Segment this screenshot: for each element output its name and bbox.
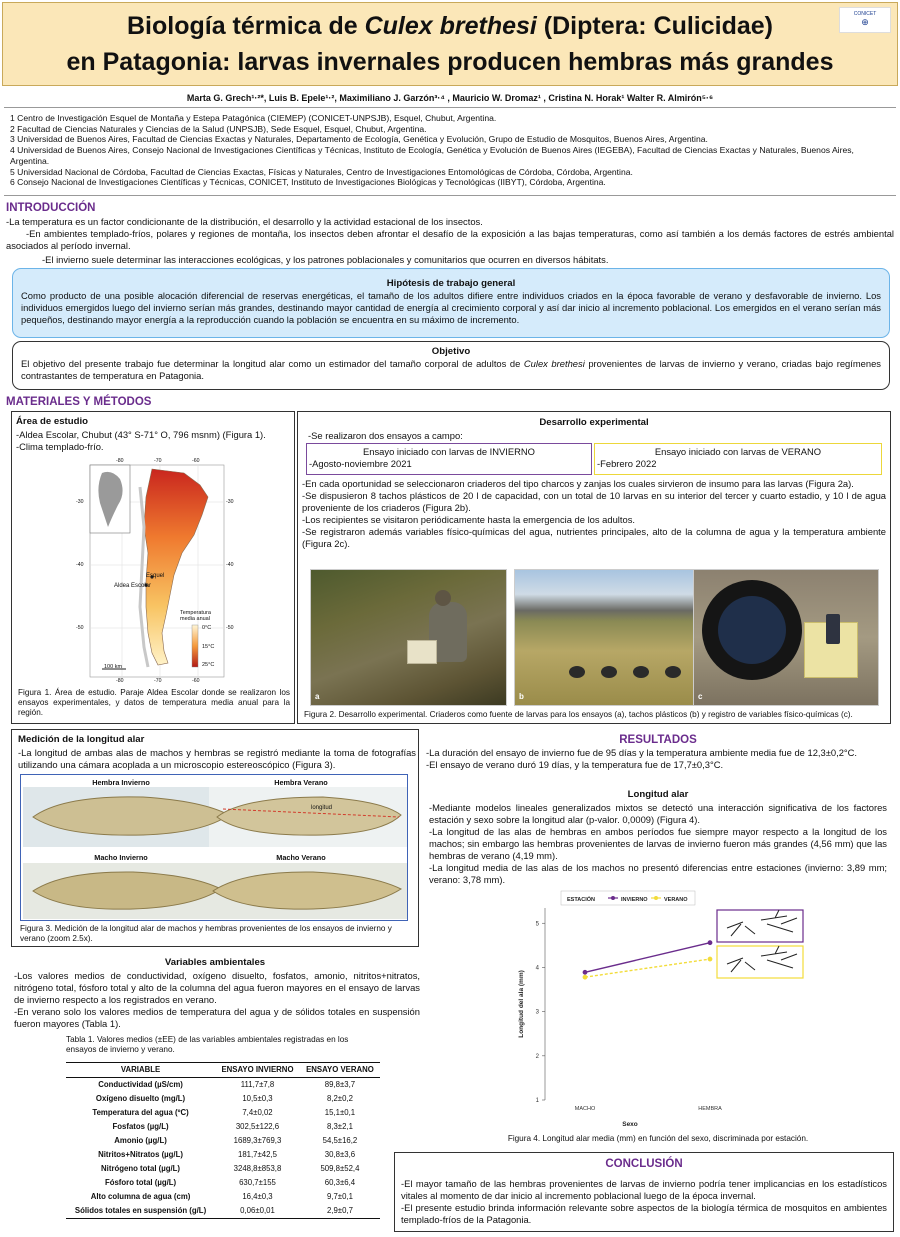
wing-figure [20, 774, 408, 921]
map-legend-val: 0°C [202, 625, 212, 631]
wing-heading: Medición de la longitud alar [18, 734, 145, 745]
map-tick: -80 [116, 458, 124, 464]
table-row: Amonio (µg/L) 1689,3±769,3 54,5±16,2 [114, 1135, 358, 1145]
objective-heading: Objetivo [431, 346, 471, 357]
conclusion-heading: CONCLUSIÓN [605, 1158, 683, 1170]
results-p2: -El ensayo de verano duró 19 días, y la temperatura fue de 17,7±0,3°C. [426, 759, 724, 771]
data-point-invierno-hembra [708, 940, 713, 945]
figure2-caption: Figura 2. Desarrollo experimental. Criaderos como fuente de larvas para los ensayos (a), tachos plásticos (b) y registro de variables físico-químicas (c). [304, 710, 853, 719]
map-tick: -80 [116, 678, 124, 684]
experimental-bullet: -Se registraron además variables físico-químicas del agua, nutrientes principales, alto de la columna de agua y la temperatura ambiente (Figura 2c). [302, 526, 886, 550]
legend-label-invierno: INVIERNO [621, 897, 648, 903]
hypothesis-heading: Hipótesis de trabajo general [386, 278, 516, 289]
winter-trial-date: -Agosto-noviembre 2021 [309, 458, 412, 470]
map-tick: -70 [154, 458, 162, 464]
table-row: Sólidos totales en suspensión (g/L) 0,06±0,01 2,9±0,7 [66, 1204, 380, 1218]
x-tick-label: HEMBRA [698, 1106, 722, 1112]
experimental-bullet: -En cada oportunidad se seleccionaron criaderos del tipo charcos y zanjas los cuales sirvieron de insumo para las larvas (Figura 2a). [302, 478, 854, 489]
map-tick: -40 [76, 562, 84, 568]
table-row: Conductividad (µS/cm) 111,7±7,8 89,8±3,7 [98, 1079, 356, 1089]
table-row: Fosfatos (µg/L) 302,5±122,6 8,3±2,1 [112, 1121, 353, 1131]
experimental-heading: Desarrollo experimental [539, 417, 649, 428]
intro-p1: -La temperatura es un factor condicionante de la distribución, el desarrollo y la actividad estacional de los insectos. [6, 216, 483, 227]
map-legend-val: 25°C [202, 662, 215, 668]
map-legend-val: 15°C [202, 644, 215, 650]
wing-images-top [23, 787, 407, 847]
table1-caption: Tabla 1. Valores medios (±EE) de las variables ambientales registradas en los ensayos de invierno y verano. [66, 1035, 349, 1054]
chart-legend [561, 891, 695, 905]
y-tick-label: 4 [535, 965, 539, 972]
hypothesis-text: Como producto de una posible alocación diferencial de reservas energéticas, el tamaño de los adultos difiere entre individuos criados en la época favorable de verano y desfavorable de invierno. Los individuos emergidos luego del invierno serían más grandes, destinando mayor cantidad de energía al crecimiento corporal y así dar inicio al incremento poblacional. Los emergidos en el verano serían más pequeños, destinando mayor energía a la reproducción cuando la población se encuentra en su máximo de incremento. [21, 290, 881, 326]
wing-length-chart [505, 888, 807, 1128]
photo-containers [514, 569, 703, 706]
results-text [426, 747, 888, 771]
methods-heading: MATERIALES Y MÉTODOS [6, 396, 152, 408]
env-p2: -En verano solo los valores medios de temperatura del agua y de sólidos totales en suspensión fueron mayores (Tabla 1). [14, 1006, 420, 1030]
conclusion-panel [394, 1152, 894, 1232]
author-list: Marta G. Grech¹·²*, Luis B. Epele¹·², Maximiliano J. Garzón³·⁴ , Mauricio W. Dromaz¹ , Cristina N. Horak¹ Walter R. Almirón⁵·⁶ [186, 93, 714, 103]
series-line-invierno [585, 943, 710, 973]
table-row: Temperatura del agua (ºC) 7,4±0,02 15,1±0,1 [92, 1107, 356, 1117]
wing-panel [11, 729, 419, 947]
affiliation-item: 5 Universidad Nacional de Córdoba, Facultad de Ciencias Exactas, Físicas y Naturales, Centro de Investigaciones Entomológicas de Córdoba, Córdoba, Argentina. [10, 166, 633, 177]
results-bullet: -La longitud media de las alas de los machos no presentó diferencias entre estaciones (invierno: 3,89 mm; verano: 3,78 mm). [429, 862, 887, 886]
results-p1: -La duración del ensayo de invierno fue de 95 días y la temperatura ambiente media fue de 12,3±0,2°C. [426, 747, 858, 758]
wing-images-bottom [23, 863, 407, 919]
x-axis-label: Sexo [622, 1121, 638, 1128]
figure3-caption: Figura 3. Medición de la longitud alar de machos y hembras provenientes de los ensayos de invierno y verano (zoom 2.5x). [20, 924, 392, 943]
conclusion-p2: -El presente estudio brinda información relevante sobre aspectos de la biología térmica de mosquitos en ambientes templado-fríos de la Patagonia. [401, 1201, 887, 1225]
map-tick: -50 [226, 625, 234, 631]
hypothesis-box [12, 268, 890, 338]
summer-trial-box [594, 443, 882, 475]
env-p1: -Los valores medios de conductividad, oxígeno disuelto, fosfatos, amonio, nitritos+nitratos, nitrógeno total, fósforo total y alto de la columna del agua fueron mayores en el ensayo de larvas de invierno respecto a los registrados en verano. [14, 970, 420, 1006]
wing-label-male-winter: Macho Invierno [94, 853, 148, 862]
experimental-bullets [302, 478, 886, 550]
study-area-text [16, 429, 292, 453]
map-tick: -70 [154, 678, 162, 684]
wing-length-subheading: Longitud alar [627, 789, 689, 800]
affiliations [10, 113, 894, 188]
map-tick: -60 [192, 678, 200, 684]
y-tick-label: 5 [535, 921, 539, 928]
summer-trial-title: Ensayo iniciado con larvas de VERANO [654, 446, 822, 457]
poster-title-line1: Biología térmica de Culex brethesi (Diptera: Culicidae) [127, 12, 773, 40]
experimental-bullet: -Se dispusieron 8 tachos plásticos de 20 l de capacidad, con un total de 10 larvas en su interior del tercer y cuarto estadio, y 10 l de agua proveniente de los criaderos (Figura 2b). [302, 490, 886, 514]
intro-text [6, 216, 894, 266]
table-row: Alto columna de agua (cm) 16,4±0,3 9,7±0,1 [90, 1191, 353, 1201]
conclusion-p1: -El mayor tamaño de las hembras provenientes de larvas de invierno podría tener implicancias en los estadísticos vitales al momento de dar inicio al incremento poblacional luego de la época invernal. [401, 1177, 887, 1201]
table-row: Nitrógeno total (µg/L) 3248,8±853,8 509,8±52,4 [101, 1163, 360, 1173]
poster-title-line2: en Patagonia: larvas invernales producen hembras más grandes [66, 48, 834, 76]
intro-p2: -En ambientes templado-fríos, polares y regiones de montaña, los insectos deben afrontar el desafío de la exposición a las bajas temperaturas, como así también a los demás factores de estrés ambiental asociados al período invernal. [6, 228, 894, 252]
data-point-verano-hembra [708, 957, 713, 962]
table-header: ENSAYO INVIERNO [215, 1063, 300, 1078]
env-table [66, 1062, 380, 1219]
objective-box [12, 341, 890, 390]
wing-label-male-summer: Macho Verano [276, 853, 326, 862]
data-point-verano-macho [583, 975, 588, 980]
y-tick-label: 2 [535, 1053, 539, 1060]
winter-trial-title: Ensayo iniciado con larvas de INVIERNO [363, 446, 535, 457]
map-tick: -30 [226, 499, 234, 505]
affiliation-item: 4 Universidad de Buenos Aires, Consejo Nacional de Investigaciones Científicas y Técnicas, Instituto de Ecología, Genética y Evolución de Buenos Aires (IEGEBA), Facultad de Ciencias Exactas y Naturales, Buenos Aires, Argentina. [10, 145, 854, 166]
table-row: Nitritos+Nitratos (µg/L) 181,7±42,5 30,8±3,6 [98, 1149, 356, 1159]
legend-title: ESTACIÓN [567, 897, 596, 903]
conclusion-text [401, 1178, 887, 1226]
study-area-panel [11, 411, 295, 724]
wing-label-female-summer: Hembra Verano [274, 778, 328, 787]
table-row: Fósforo total (µg/L) 630,7±155 60,3±6,4 [104, 1177, 356, 1187]
results-bullets [429, 802, 887, 886]
x-tick-label: MACHO [574, 1106, 596, 1112]
experimental-panel [297, 411, 891, 724]
affiliation-item: 3 Universidad de Buenos Aires, Facultad de Ciencias Exactas y Naturales, Departamento de Ecología, Genética y Evolución, Grupo de Estudio de Mosquitos, Buenos Aires, Argentina. [10, 134, 708, 145]
table-header-row [66, 1063, 380, 1078]
env-text [14, 970, 420, 1030]
affiliation-item: 6 Consejo Nacional de Investigaciones Científicas y Técnicas, CONICET, Instituto de Investigaciones Biológicas y Tecnológicas (IIBYT), Córdoba, Argentina. [10, 177, 606, 188]
table-row: Oxígeno disuelto (mg/L) 10,5±0,3 8,2±0,2 [95, 1093, 353, 1103]
map-label-esquel: Esquel [146, 573, 165, 579]
results-bullet: -Mediante modelos lineales generalizados mixtos se detectó una interacción significativa de los factores estación y sexo sobre la longitud alar (p-valor. 0,0009) (Figura 4). [429, 802, 887, 826]
legend-marker-invierno [611, 896, 615, 900]
title-banner [2, 2, 898, 86]
y-tick-label: 3 [535, 1009, 539, 1016]
results-bullet: -La longitud de las alas de hembras en ambos períodos fue siempre mayor respecto a la longitud de los machos; sin embargo las hembras provenientes de larvas de invierno fueron más grandes (4,56 mm) que las hembras de verano (4,19 mm). [429, 826, 887, 862]
env-heading: Variables ambientales [164, 957, 266, 968]
photo-label-c: c [698, 691, 703, 701]
photo-label-a: a [315, 691, 320, 701]
affiliation-item: 2 Facultad de Ciencias Naturales y Ciencias de la Salud (UNPSJB), Sede Esquel, Esquel, Chubut, Argentina. [10, 123, 427, 134]
study-area-heading: Área de estudio [16, 416, 88, 427]
y-axis-label: Longitud del ala (mm) [518, 970, 525, 1038]
affiliation-item: 1 Centro de Investigación Esquel de Montaña y Estepa Patagónica (CIEMEP) (CONICET-UNPSJB), Esquel, Chubut, Argentina. [10, 113, 497, 123]
map-scale-label: 100 km [104, 664, 123, 670]
objective-text: El objetivo del presente trabajo fue determinar la longitud alar como un estimador del tamaño corporal de adultos de Culex brethesi provenientes de larvas de invierno y verano, criadas bajo regímenes contrastantes de temperatura en Patagonia. [21, 358, 881, 382]
study-area-line: -Aldea Escolar, Chubut (43° S-71° O, 796 msnm) (Figura 1). [16, 429, 266, 440]
map-tick: -60 [192, 458, 200, 464]
map-tick: -30 [76, 499, 84, 505]
table-header: VARIABLE [66, 1063, 215, 1078]
data-point-invierno-macho [583, 970, 588, 975]
map-tick: -50 [76, 625, 84, 631]
intro-p3: -El invierno suele determinar las interacciones ecológicas, y los patrones poblacionales y comunitarios que ocurren en diversos hábitats. [42, 254, 609, 266]
wing-label-female-winter: Hembra Invierno [92, 778, 150, 787]
legend-marker-verano [654, 896, 658, 900]
conicet-logo: CONICET ⊕ [839, 7, 891, 33]
y-tick-label: 1 [535, 1098, 539, 1104]
photo-label-b: b [519, 691, 524, 701]
winter-trial-box [306, 443, 592, 475]
figure4-caption: Figura 4. Longitud alar media (mm) en función del sexo, discriminada por estación. [507, 1134, 809, 1143]
map-label-aldea: Aldea Escolar [114, 583, 152, 589]
summer-trial-date: -Febrero 2022 [597, 458, 657, 470]
photo-measurement [693, 569, 879, 706]
wing-text: -La longitud de ambas alas de machos y hembras se registró mediante la toma de fotografías utilizando una cámara acoplada a un microscopio estereoscópico (Figura 3). [18, 747, 416, 771]
map-tick: -40 [226, 562, 234, 568]
study-area-line: -Clima templado-frío. [16, 441, 104, 453]
divider [4, 107, 896, 108]
mosquito-inset-winter [717, 910, 803, 942]
intro-heading: INTRODUCCIÓN [6, 202, 96, 214]
figure1-caption: Figura 1. Área de estudio. Paraje Aldea Escolar donde se realizaron los ensayos experimentales, y datos de temperatura media anual para la región. [18, 688, 290, 717]
map-legend-title: Temperatura media anual [180, 610, 211, 623]
divider [4, 195, 896, 196]
mosquito-inset-summer [717, 946, 803, 978]
wing-measure-label: longitud [311, 805, 333, 811]
table-header: ENSAYO VERANO [300, 1063, 380, 1078]
legend-label-verano: VERANO [664, 897, 688, 903]
results-heading: RESULTADOS [619, 734, 697, 746]
photo-breeding-site [310, 569, 507, 706]
experimental-intro: -Se realizaron dos ensayos a campo: [308, 430, 463, 441]
experimental-bullet: -Los recipientes se visitaron periódicamente hasta la emergencia de los adultos. [302, 514, 635, 526]
